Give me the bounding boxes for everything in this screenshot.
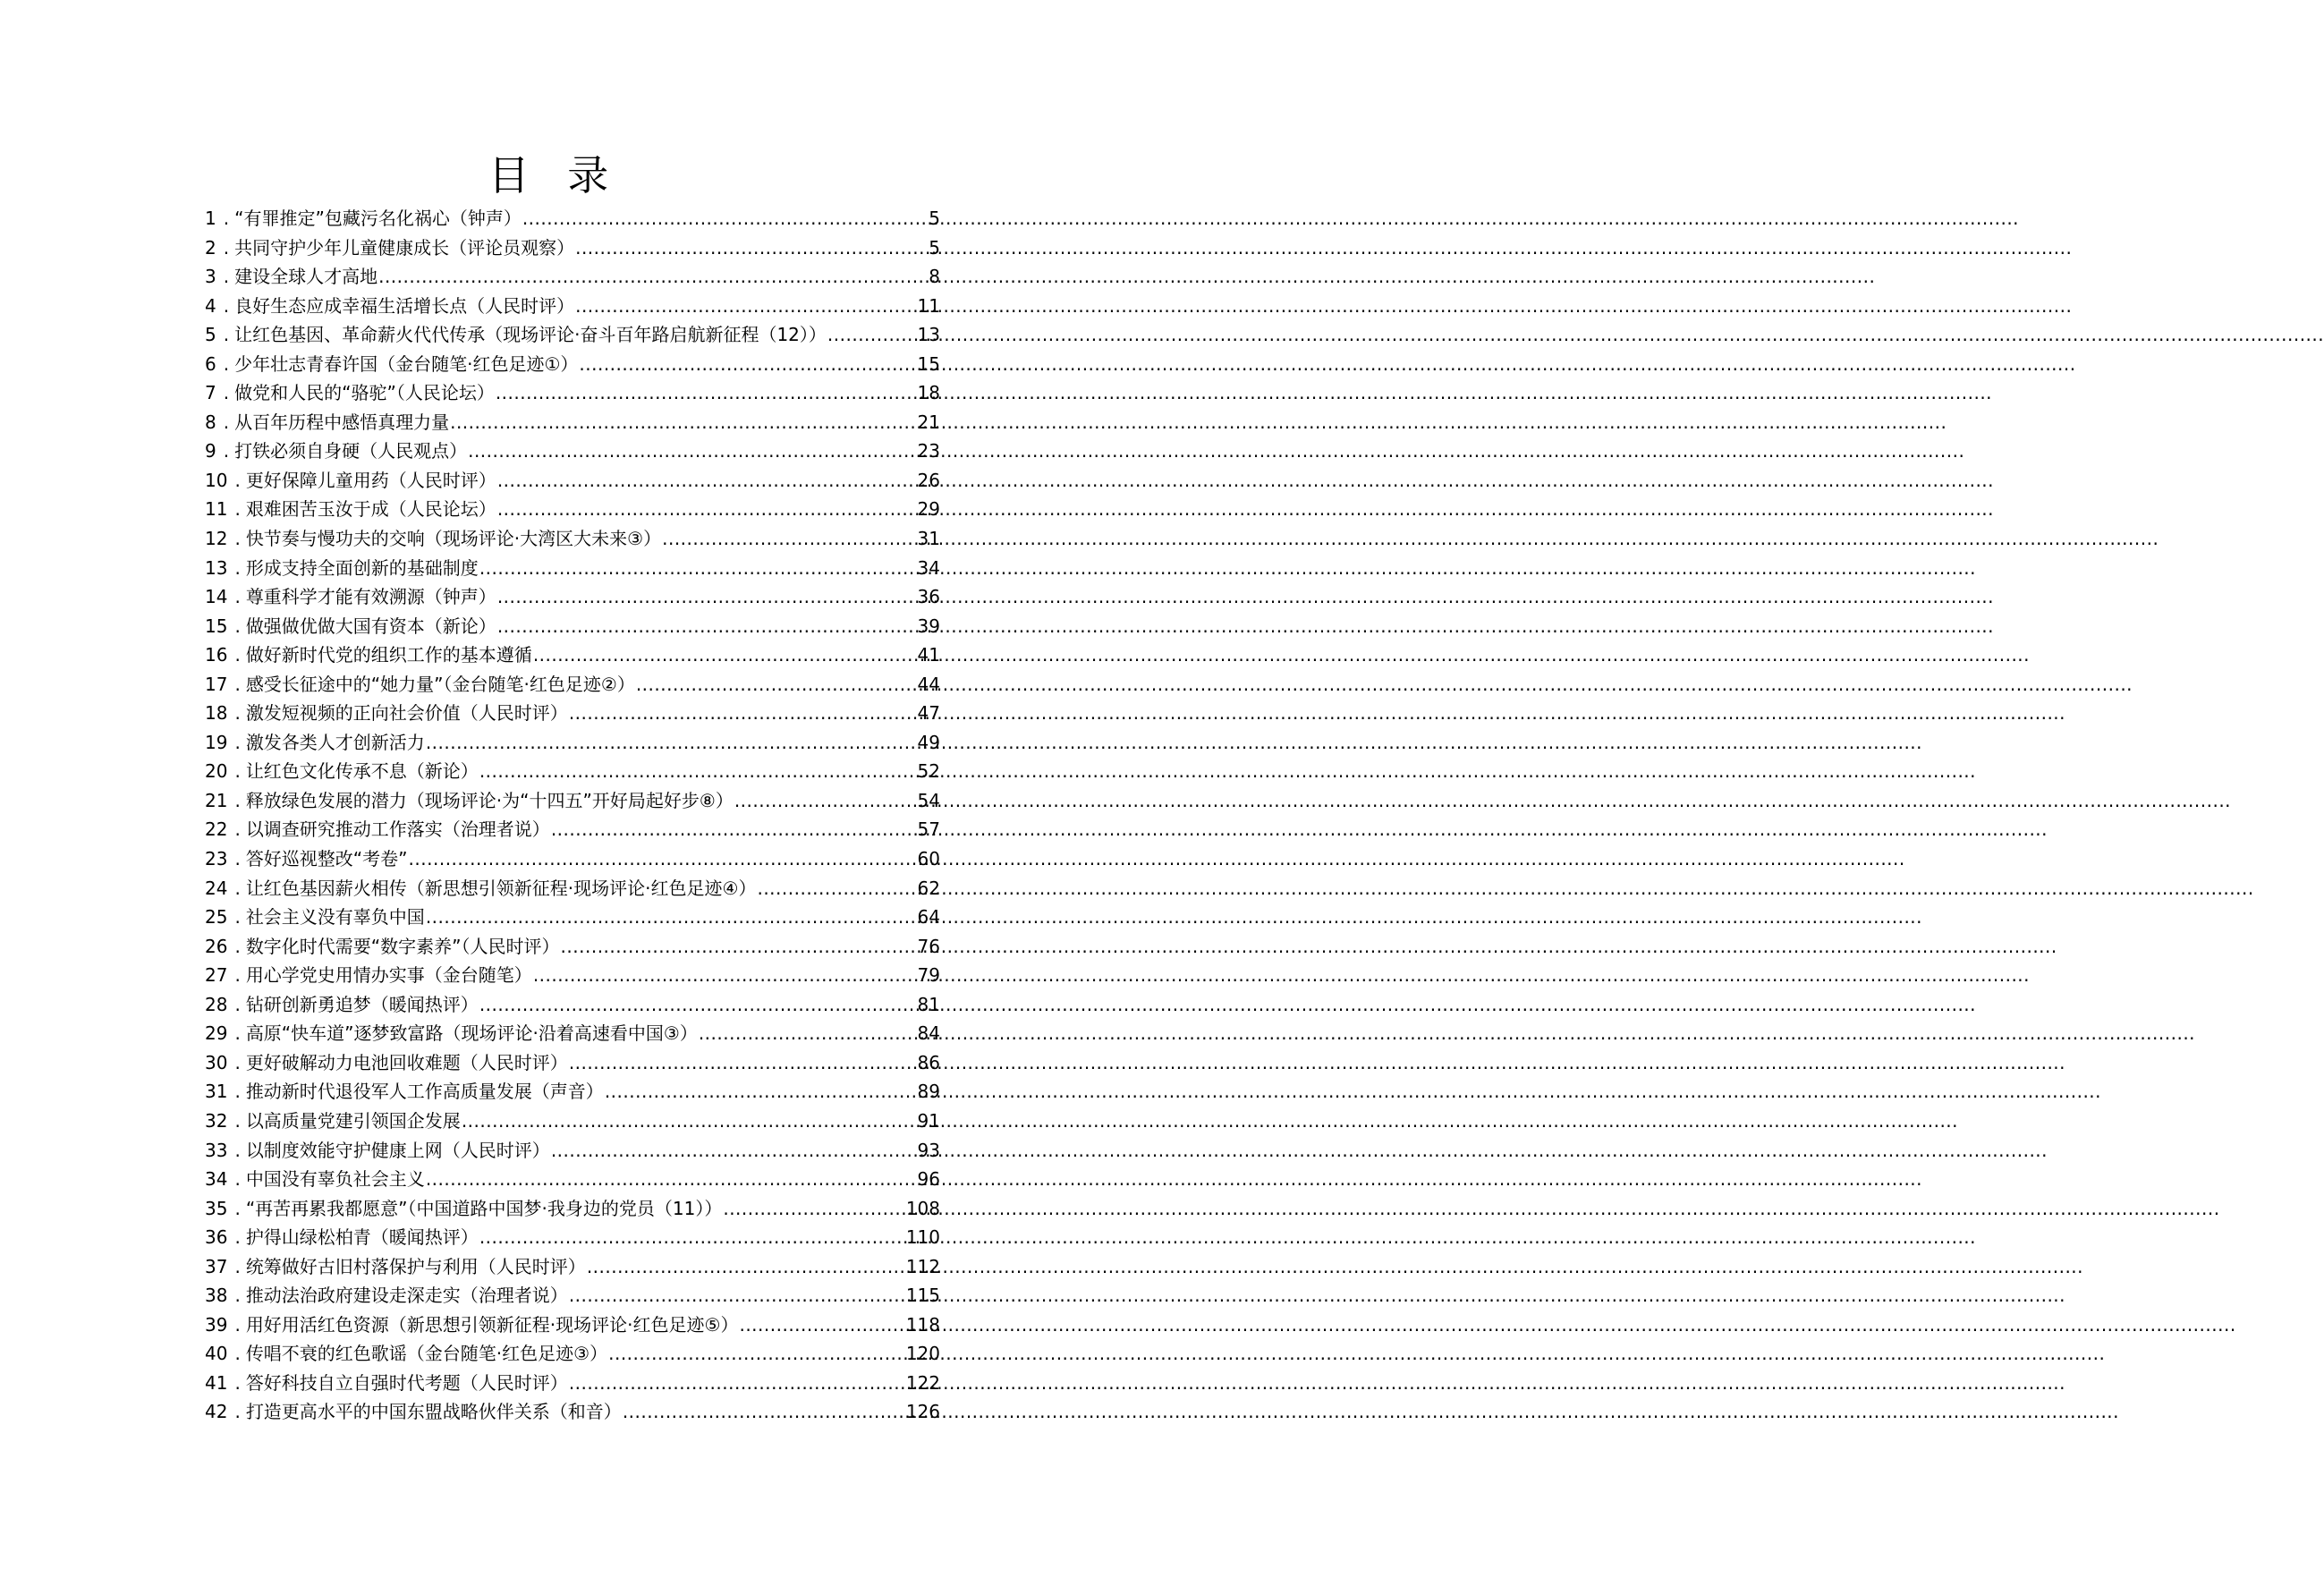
toc-entry-separator: . xyxy=(234,1313,241,1336)
toc-entry-page-number: 13 xyxy=(917,324,940,346)
toc-entry-page-number: 39 xyxy=(917,615,940,637)
toc-entry-separator: . xyxy=(234,644,241,666)
toc-entry-title: 共同守护少年儿童健康成长（评论员观察） xyxy=(234,236,575,259)
toc-entry[interactable] xyxy=(205,350,940,379)
toc-entry-title: 中国没有辜负社会主义 xyxy=(245,1168,425,1191)
toc-entry-number: 8 xyxy=(205,411,216,433)
toc-entry-dot-leader xyxy=(827,320,917,350)
toc-entry-number: 25 xyxy=(205,906,228,929)
toc-entry-page-number: 11 xyxy=(917,294,940,317)
toc-entry-page-number: 62 xyxy=(917,877,940,899)
toc-entry[interactable] xyxy=(205,582,940,612)
toc-entry-dot-leader xyxy=(426,903,917,932)
toc-entry[interactable] xyxy=(205,378,940,408)
toc-entry-dot-leader xyxy=(579,350,916,379)
toc-entry-separator: . xyxy=(234,964,241,987)
toc-entry-separator: . xyxy=(234,906,241,929)
toc-entry-separator: . xyxy=(234,1168,241,1191)
toc-entry-page-number: 60 xyxy=(917,848,940,870)
toc-entry-dot-leader xyxy=(575,233,928,263)
toc-entry-title: 答好巡视整改“考卷” xyxy=(245,848,408,870)
toc-entry-page-number: 15 xyxy=(917,352,940,375)
toc-entry-dot-leader xyxy=(497,612,917,641)
toc-entry[interactable] xyxy=(205,1194,940,1224)
toc-entry-title: 让红色基因薪火相传（新思想引领新征程·现场评论·红色足迹④） xyxy=(245,877,757,899)
toc-entry[interactable] xyxy=(205,815,940,844)
toc-entry-title: 钻研创新勇追梦（暖闻热评） xyxy=(245,993,479,1015)
toc-entry-page-number: 89 xyxy=(917,1081,940,1103)
toc-entry[interactable] xyxy=(205,1019,940,1048)
toc-entry-title: 良好生态应成幸福生活增长点（人民时评） xyxy=(234,294,575,317)
toc-entry-dot-leader xyxy=(522,204,928,233)
toc-entry-dot-leader xyxy=(479,757,917,786)
toc-entry-title: 传唱不衰的红色歌谣（金台随笔·红色足迹③） xyxy=(245,1343,608,1365)
toc-entry-page-number: 108 xyxy=(905,1197,940,1219)
toc-entry-page-number: 34 xyxy=(917,556,940,579)
toc-entry-page-number: 18 xyxy=(917,382,940,404)
toc-entry-separator: . xyxy=(234,1255,241,1277)
toc-entry-number: 23 xyxy=(205,848,228,870)
toc-entry-page-number: 96 xyxy=(917,1168,940,1191)
toc-entry-title: 更好破解动力电池回收难题（人民时评） xyxy=(245,1051,568,1073)
toc-entry-separator: . xyxy=(234,615,241,637)
toc-entry-number: 28 xyxy=(205,993,228,1015)
toc-entry-title: 护得山绿松柏青（暖闻热评） xyxy=(245,1226,479,1249)
toc-entry[interactable] xyxy=(205,233,940,263)
toc-entry-dot-leader xyxy=(569,1369,905,1398)
toc-entry[interactable] xyxy=(205,1252,940,1282)
toc-entry-title: 释放绿色发展的潜力（现场评论·为“十四五”开好局起好步⑧） xyxy=(245,789,734,811)
toc-entry-separator: . xyxy=(223,236,230,259)
toc-entry-dot-leader xyxy=(569,1048,917,1078)
toc-entry[interactable] xyxy=(205,728,940,758)
toc-entry-title: 数字化时代需要“数字素养”（人民时评） xyxy=(245,935,560,957)
toc-entry-page-number: 41 xyxy=(917,644,940,666)
toc-entry-number: 11 xyxy=(205,498,228,521)
toc-entry-number: 20 xyxy=(205,760,228,783)
toc-entry-number: 38 xyxy=(205,1285,228,1307)
toc-entry-title: 打铁必须自身硬（人民观点） xyxy=(234,440,468,462)
toc-entry-number: 14 xyxy=(205,586,228,608)
toc-entry-dot-leader xyxy=(533,640,917,670)
toc-entry-number: 21 xyxy=(205,789,228,811)
toc-entry[interactable] xyxy=(205,932,940,962)
toc-entry-dot-leader xyxy=(479,1223,905,1252)
toc-entry-number: 24 xyxy=(205,877,228,899)
toc-entry-separator: . xyxy=(234,848,241,870)
toc-entry-separator: . xyxy=(234,877,241,899)
toc-entry-number: 30 xyxy=(205,1051,228,1073)
toc-entry[interactable] xyxy=(205,408,940,437)
toc-entry-title: 推动新时代退役军人工作高质量发展（声音） xyxy=(245,1081,604,1103)
toc-entry-title: 艰难困苦玉汝于成（人民论坛） xyxy=(245,498,496,521)
toc-entry-title: 用心学党史用情办实事（金台随笔） xyxy=(245,964,532,987)
toc-entry-dot-leader xyxy=(497,582,917,612)
toc-entry-title: 让红色基因、革命薪火代代传承（现场评论·奋斗百年路启航新征程（12）） xyxy=(234,324,827,346)
toc-entry-separator: . xyxy=(234,1401,241,1423)
toc-entry-page-number: 126 xyxy=(905,1401,940,1423)
toc-entry-separator: . xyxy=(234,935,241,957)
toc-entry-separator: . xyxy=(234,818,241,841)
table-of-contents xyxy=(205,204,940,1427)
toc-entry-page-number: 91 xyxy=(917,1109,940,1132)
toc-entry-page-number: 26 xyxy=(917,469,940,491)
toc-entry-title: 尊重科学才能有效溯源（钟声） xyxy=(245,586,496,608)
toc-entry-separator: . xyxy=(223,382,230,404)
toc-entry-title: 做强做优做大国有资本（新论） xyxy=(245,615,496,637)
toc-entry-title: 高原“快车道”逐梦致富路（现场评论·沿着高速看中国③） xyxy=(245,1022,698,1045)
toc-entry-number: 18 xyxy=(205,702,228,725)
toc-entry[interactable] xyxy=(205,844,940,874)
toc-entry-dot-leader xyxy=(551,1136,917,1166)
toc-entry-page-number: 52 xyxy=(917,760,940,783)
toc-entry-title: 统筹做好古旧村落保护与利用（人民时评） xyxy=(245,1255,586,1277)
toc-entry-title: 做党和人民的“骆驼”（人民论坛） xyxy=(234,382,495,404)
toc-entry-dot-leader xyxy=(569,1281,905,1310)
toc-entry-dot-leader xyxy=(497,495,917,524)
toc-entry-title: 推动法治政府建设走深走实（治理者说） xyxy=(245,1285,568,1307)
toc-entry-page-number: 29 xyxy=(917,498,940,521)
toc-entry-title: 更好保障儿童用药（人民时评） xyxy=(245,469,496,491)
toc-entry-number: 2 xyxy=(205,236,216,259)
toc-entry-separator: . xyxy=(234,1285,241,1307)
toc-entry-separator: . xyxy=(234,1371,241,1394)
toc-entry-dot-leader xyxy=(409,844,917,874)
toc-entry[interactable] xyxy=(205,262,940,292)
toc-entry-number: 16 xyxy=(205,644,228,666)
toc-entry-number: 42 xyxy=(205,1401,228,1423)
toc-entry-number: 39 xyxy=(205,1313,228,1336)
toc-entry-number: 41 xyxy=(205,1371,228,1394)
toc-entry-number: 32 xyxy=(205,1109,228,1132)
toc-entry-dot-leader xyxy=(378,262,928,292)
toc-entry-separator: . xyxy=(234,1051,241,1073)
toc-entry-title: 少年壮志青春许国（金台随笔·红色足迹①） xyxy=(234,352,579,375)
toc-entry-number: 19 xyxy=(205,731,228,753)
toc-entry-separator: . xyxy=(234,760,241,783)
toc-entry[interactable] xyxy=(205,786,940,816)
toc-entry-number: 10 xyxy=(205,469,228,491)
toc-entry-title: “再苦再累我都愿意”（中国道路中国梦·我身边的党员（11）） xyxy=(245,1197,723,1219)
toc-entry-separator: . xyxy=(234,528,241,550)
toc-entry-separator: . xyxy=(234,702,241,725)
toc-entry-page-number: 47 xyxy=(917,702,940,725)
toc-entry-title: 激发各类人才创新活力 xyxy=(245,731,425,753)
toc-entry-dot-leader xyxy=(450,408,916,437)
toc-entry-title: 以制度效能守护健康上网（人民时评） xyxy=(245,1139,550,1161)
toc-entry-separator: . xyxy=(234,731,241,753)
toc-entry[interactable] xyxy=(205,1397,940,1427)
toc-entry-title: 做好新时代党的组织工作的基本遵循 xyxy=(245,644,532,666)
toc-entry-dot-leader xyxy=(739,1310,904,1340)
toc-entry[interactable] xyxy=(205,1310,940,1340)
toc-entry[interactable] xyxy=(205,1077,940,1107)
toc-entry-page-number: 49 xyxy=(917,731,940,753)
toc-entry-dot-leader xyxy=(462,1107,917,1136)
toc-entry-separator: . xyxy=(223,440,230,462)
toc-entry-separator: . xyxy=(223,208,230,229)
toc-entry-page-number: 57 xyxy=(917,818,940,841)
toc-entry-dot-leader xyxy=(605,1077,917,1107)
toc-entry-dot-leader xyxy=(757,874,916,903)
toc-entry-page-number: 5 xyxy=(929,208,940,229)
toc-entry-separator: . xyxy=(234,556,241,579)
toc-entry-page-number: 84 xyxy=(917,1022,940,1045)
toc-entry-number: 12 xyxy=(205,528,228,550)
toc-entry-title: 用好用活红色资源（新思想引领新征程·现场评论·红色足迹⑤） xyxy=(245,1313,739,1336)
toc-entry-page-number: 36 xyxy=(917,586,940,608)
toc-entry-page-number: 120 xyxy=(905,1343,940,1365)
toc-entry-title: “有罪推定”包藏污名化祸心（钟声） xyxy=(234,208,522,229)
toc-entry-number: 5 xyxy=(205,324,216,346)
toc-entry-separator: . xyxy=(234,1022,241,1045)
toc-entry-page-number: 118 xyxy=(905,1313,940,1336)
toc-entry[interactable] xyxy=(205,1281,940,1310)
toc-entry-number: 1 xyxy=(205,208,216,229)
toc-entry-number: 7 xyxy=(205,382,216,404)
toc-entry-separator: . xyxy=(234,1197,241,1219)
toc-entry-number: 34 xyxy=(205,1168,228,1191)
toc-entry-page-number: 86 xyxy=(917,1051,940,1073)
toc-entry[interactable] xyxy=(205,699,940,728)
toc-entry-title: 快节奏与慢功夫的交响（现场评论·大湾区大未来③） xyxy=(245,528,662,550)
toc-entry-page-number: 115 xyxy=(905,1285,940,1307)
page-title: 目 录 xyxy=(488,151,622,199)
toc-entry-dot-leader xyxy=(636,670,917,700)
toc-entry-separator: . xyxy=(234,993,241,1015)
toc-entry-dot-leader xyxy=(496,378,917,408)
toc-entry-page-number: 64 xyxy=(917,906,940,929)
toc-entry[interactable] xyxy=(205,466,940,496)
toc-entry[interactable] xyxy=(205,1339,940,1369)
toc-entry-number: 35 xyxy=(205,1197,228,1219)
toc-entry-dot-leader xyxy=(468,437,916,466)
toc-entry-title: 以高质量党建引领国企发展 xyxy=(245,1109,461,1132)
toc-entry[interactable] xyxy=(205,437,940,466)
toc-entry-dot-leader xyxy=(551,815,917,844)
toc-entry[interactable] xyxy=(205,990,940,1020)
toc-entry-page-number: 81 xyxy=(917,993,940,1015)
toc-entry[interactable] xyxy=(205,1369,940,1398)
toc-entry-number: 17 xyxy=(205,673,228,695)
toc-entry-number: 26 xyxy=(205,935,228,957)
toc-entry-page-number: 112 xyxy=(905,1255,940,1277)
toc-entry-page-number: 8 xyxy=(929,266,940,288)
toc-entry-number: 33 xyxy=(205,1139,228,1161)
toc-entry-page-number: 76 xyxy=(917,935,940,957)
toc-entry[interactable] xyxy=(205,874,940,903)
toc-entry-separator: . xyxy=(234,1109,241,1132)
toc-entry-separator: . xyxy=(223,411,230,433)
toc-entry-page-number: 93 xyxy=(917,1139,940,1161)
toc-entry[interactable] xyxy=(205,1048,940,1078)
toc-entry-separator: . xyxy=(234,1343,241,1365)
toc-entry[interactable] xyxy=(205,757,940,786)
toc-entry-dot-leader xyxy=(623,1397,905,1427)
toc-entry-page-number: 21 xyxy=(917,411,940,433)
toc-entry-title: 打造更高水平的中国东盟战略伙伴关系（和音） xyxy=(245,1401,622,1423)
toc-entry-number: 27 xyxy=(205,964,228,987)
toc-entry-page-number: 122 xyxy=(905,1371,940,1394)
toc-entry-number: 3 xyxy=(205,266,216,288)
toc-entry-number: 15 xyxy=(205,615,228,637)
toc-entry-dot-leader xyxy=(561,932,917,962)
toc-entry-dot-leader xyxy=(479,554,917,583)
toc-entry[interactable] xyxy=(205,640,940,670)
toc-entry[interactable] xyxy=(205,612,940,641)
toc-entry-number: 37 xyxy=(205,1255,228,1277)
toc-entry-separator: . xyxy=(234,469,241,491)
toc-entry-dot-leader xyxy=(426,1165,917,1194)
toc-entry[interactable] xyxy=(205,524,940,554)
toc-entry-separator: . xyxy=(234,1081,241,1103)
toc-entry-page-number: 5 xyxy=(929,236,940,259)
toc-entry-title: 答好科技自立自强时代考题（人民时评） xyxy=(245,1371,568,1394)
toc-entry[interactable] xyxy=(205,292,940,321)
toc-entry-number: 4 xyxy=(205,294,216,317)
toc-entry-dot-leader xyxy=(479,990,917,1020)
toc-entry-number: 9 xyxy=(205,440,216,462)
toc-entry-title: 让红色文化传承不息（新论） xyxy=(245,760,479,783)
toc-entry-dot-leader xyxy=(699,1019,917,1048)
toc-entry-number: 13 xyxy=(205,556,228,579)
toc-entry[interactable] xyxy=(205,1107,940,1136)
toc-entry-separator: . xyxy=(234,1139,241,1161)
toc-entry[interactable] xyxy=(205,204,940,233)
toc-entry-title: 激发短视频的正向社会价值（人民时评） xyxy=(245,702,568,725)
toc-entry-page-number: 79 xyxy=(917,964,940,987)
toc-entry[interactable] xyxy=(205,961,940,990)
toc-entry-separator: . xyxy=(234,586,241,608)
toc-entry-page-number: 110 xyxy=(905,1226,940,1249)
toc-entry-title: 建设全球人才高地 xyxy=(234,266,378,288)
toc-entry-number: 6 xyxy=(205,352,216,375)
toc-entry-separator: . xyxy=(234,1226,241,1249)
toc-entry-dot-leader xyxy=(723,1194,904,1224)
toc-entry-number: 31 xyxy=(205,1081,228,1103)
toc-entry-title: 社会主义没有辜负中国 xyxy=(245,906,425,929)
toc-entry-number: 36 xyxy=(205,1226,228,1249)
toc-entry-number: 40 xyxy=(205,1343,228,1365)
toc-entry-page-number: 23 xyxy=(917,440,940,462)
toc-entry-dot-leader xyxy=(587,1252,905,1282)
toc-entry-page-number: 54 xyxy=(917,789,940,811)
toc-entry-dot-leader xyxy=(662,524,916,554)
toc-entry[interactable] xyxy=(205,495,940,524)
toc-entry-separator: . xyxy=(234,673,241,695)
toc-entry[interactable] xyxy=(205,554,940,583)
toc-entry-separator: . xyxy=(223,294,230,317)
toc-entry-dot-leader xyxy=(497,466,917,496)
toc-entry-title: 以调查研究推动工作落实（治理者说） xyxy=(245,818,550,841)
toc-entry[interactable] xyxy=(205,903,940,932)
toc-entry-number: 22 xyxy=(205,818,228,841)
toc-entry[interactable] xyxy=(205,1136,940,1166)
toc-entry-title: 形成支持全面创新的基础制度 xyxy=(245,556,479,579)
toc-entry-separator: . xyxy=(234,789,241,811)
toc-entry-dot-leader xyxy=(426,728,917,758)
toc-entry-number: 29 xyxy=(205,1022,228,1045)
toc-entry[interactable] xyxy=(205,1223,940,1252)
toc-entry[interactable] xyxy=(205,670,940,700)
toc-entry-title: 从百年历程中感悟真理力量 xyxy=(234,411,450,433)
toc-entry-page-number: 44 xyxy=(917,673,940,695)
toc-entry-page-number: 31 xyxy=(917,528,940,550)
toc-entry[interactable] xyxy=(205,320,940,350)
toc-entry-separator: . xyxy=(223,352,230,375)
toc-entry[interactable] xyxy=(205,1165,940,1194)
toc-entry-separator: . xyxy=(223,266,230,288)
toc-entry-separator: . xyxy=(223,324,230,346)
toc-entry-dot-leader xyxy=(533,961,917,990)
toc-entry-separator: . xyxy=(234,498,241,521)
toc-entry-dot-leader xyxy=(569,699,917,728)
toc-entry-title: 感受长征途中的“她力量”（金台随笔·红色足迹②） xyxy=(245,673,635,695)
toc-entry-dot-leader xyxy=(734,786,917,816)
toc-entry-dot-leader xyxy=(608,1339,905,1369)
toc-entry-dot-leader xyxy=(575,292,916,321)
